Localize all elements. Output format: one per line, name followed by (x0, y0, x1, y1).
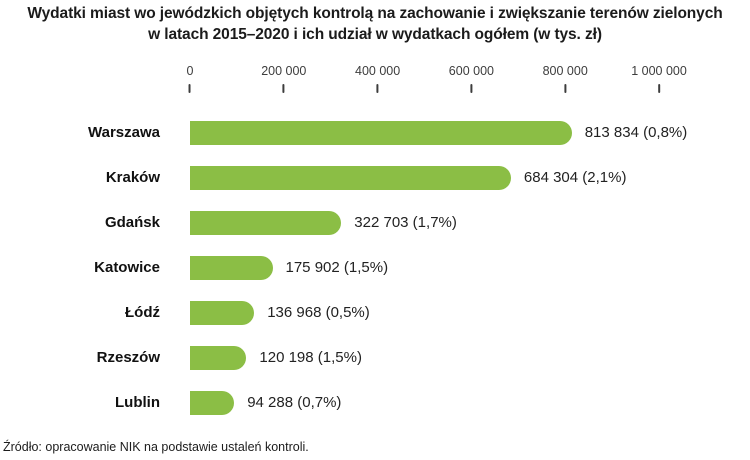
bar-gdansk (190, 211, 341, 235)
bar-track (190, 256, 750, 280)
chart-title-line2: w latach 2015–2020 i ich udział w wydatkach ogółem (w tys. zł) (148, 26, 602, 43)
value-label-gdansk: 322 703 (1,7%) (354, 214, 457, 231)
x-axis-tick-3 (449, 63, 494, 93)
bar-track (190, 166, 750, 190)
bar-row-krakow (0, 155, 750, 200)
bar-row-rzeszow (0, 335, 750, 380)
bar-katowice (190, 256, 273, 280)
city-label-gdansk: Gdańsk (104, 214, 160, 231)
x-axis-tick-label: 400 000 (355, 64, 401, 78)
bar-lublin (190, 391, 234, 415)
x-axis-tick-label: 800 000 (542, 64, 588, 78)
x-axis-tick-2 (355, 63, 400, 93)
x-axis-tick-0 (187, 63, 194, 93)
value-label-katowice: 175 902 (1,5%) (285, 259, 389, 276)
city-label-lodz: Łódź (125, 304, 160, 321)
city-label-rzeszow: Rzeszów (96, 349, 160, 366)
bar-track (190, 391, 750, 415)
bar-lodz (190, 301, 254, 325)
city-label-krakow: Kraków (105, 169, 160, 186)
value-label-lublin: 94 288 (0,7%) (247, 394, 342, 411)
bar-rzeszow (190, 346, 246, 370)
bar-track (190, 211, 750, 235)
chart-title (0, 3, 750, 45)
x-axis-tick-mark (470, 84, 472, 93)
chart-title-line1: Wydatki miast wo jewódzkich objętych kontrolą na zachowanie i zwiększanie terenów zielonych (27, 5, 723, 22)
value-label-warszawa: 813 834 (0,8%) (584, 124, 688, 141)
x-axis-tick-label: 200 000 (261, 64, 307, 78)
x-axis-tick-1 (261, 63, 306, 93)
x-axis-tick-4 (543, 63, 588, 93)
x-axis-tick-mark (189, 84, 191, 93)
x-axis-tick-label: 600 000 (448, 64, 494, 78)
x-axis-tick-label: 1 000 000 (631, 64, 687, 78)
x-axis-tick-5 (631, 63, 687, 93)
x-axis-tick-mark (377, 84, 379, 93)
bar-row-gdansk (0, 200, 750, 245)
city-label-lublin: Lublin (115, 394, 160, 411)
bar-row-lublin (0, 380, 750, 425)
bar-row-lodz (0, 290, 750, 335)
city-label-warszawa: Warszawa (88, 124, 160, 141)
x-axis-tick-mark (283, 84, 285, 93)
bar-row-warszawa (0, 110, 750, 155)
bar-track (190, 121, 750, 145)
x-axis-tick-label: 0 (186, 64, 194, 78)
bar-row-katowice (0, 245, 750, 290)
x-axis (0, 63, 750, 97)
x-axis-tick-mark (564, 84, 566, 93)
city-label-katowice: Katowice (94, 259, 160, 276)
bar-krakow (190, 166, 511, 190)
source-note: Źródło: opracowanie NIK na podstawie ustaleń kontroli. (3, 440, 309, 454)
bar-warszawa (190, 121, 572, 145)
bar-track (190, 301, 750, 325)
bar-track (190, 346, 750, 370)
x-axis-tick-mark (658, 84, 660, 93)
value-label-lodz: 136 968 (0,5%) (267, 304, 370, 321)
value-label-krakow: 684 304 (2,1%) (523, 169, 627, 186)
bar-rows (0, 110, 750, 425)
value-label-rzeszow: 120 198 (1,5%) (259, 349, 362, 366)
